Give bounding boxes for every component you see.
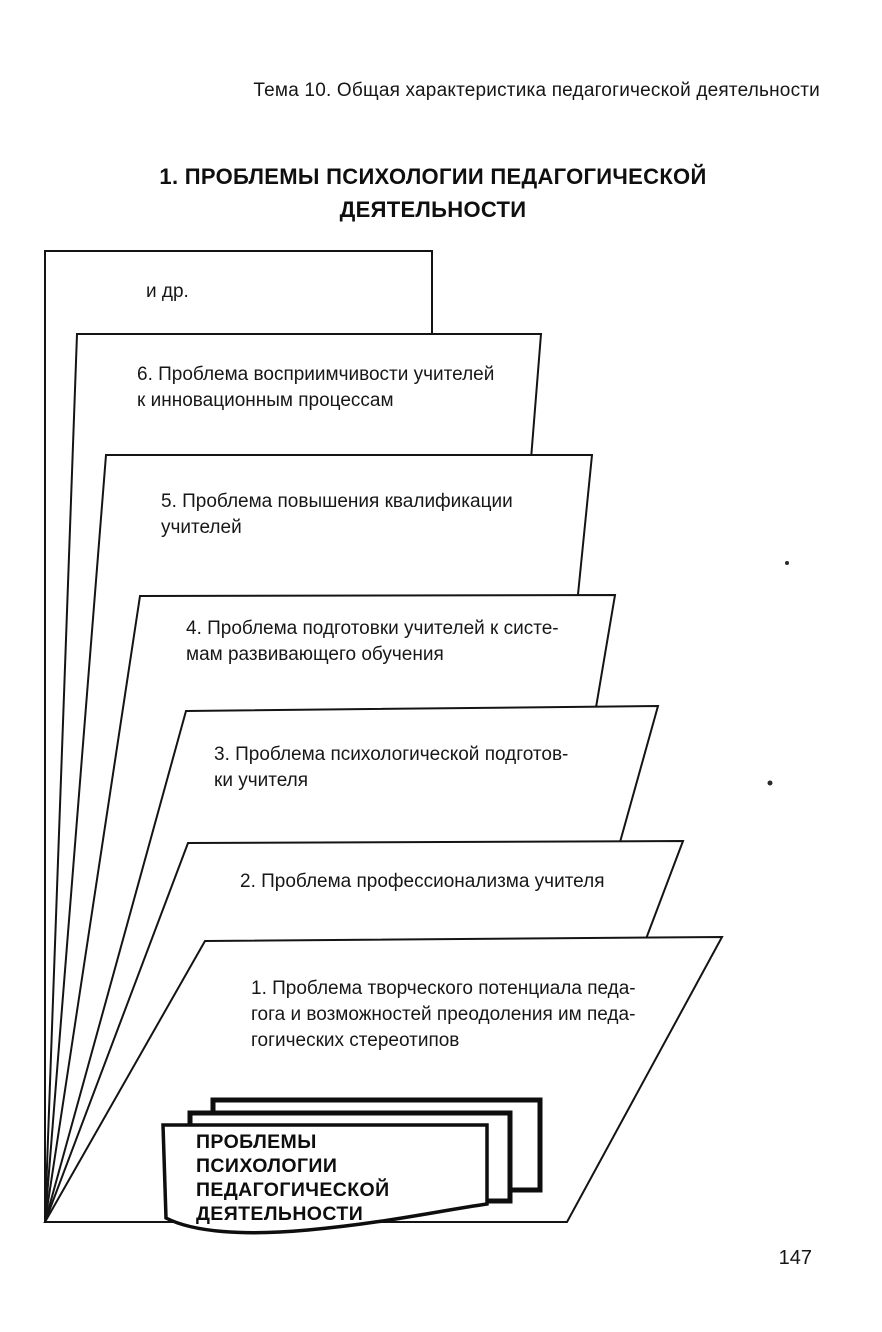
card-label-problem-1	[251, 976, 636, 1054]
card-label-line: 5. Проблема повышения квалификации	[161, 491, 513, 512]
card-label-line: учителей	[161, 517, 242, 538]
figure-title-line-1: 1. ПРОБЛЕМЫ ПСИХОЛОГИИ ПЕДАГОГИЧЕСКОЙ	[159, 164, 707, 189]
figure-title-line-2: ДЕЯТЕЛЬНОСТИ	[339, 197, 527, 222]
stack-label-line: ДЕЯТЕЛЬНОСТИ	[196, 1203, 364, 1225]
card-label-problem-5	[161, 489, 513, 541]
card-label-line: 6. Проблема восприимчивости учителей	[137, 364, 495, 385]
card-label-line: 1. Проблема творческого потенциала педа-	[251, 978, 636, 999]
stack-label	[196, 1130, 390, 1226]
card-label-etc	[146, 279, 189, 305]
card-label-line: и др.	[146, 281, 189, 302]
stack-label-line: ПЕДАГОГИЧЕСКОЙ	[196, 1179, 390, 1201]
ink-speck-bottom	[768, 781, 773, 786]
card-label-line: гога и возможностей преодоления им педа-	[251, 1004, 636, 1025]
ink-speck-top	[785, 561, 789, 565]
card-label-problem-3	[214, 742, 568, 794]
card-label-line: мам развивающего обучения	[186, 644, 444, 665]
card-label-problem-4	[186, 616, 559, 668]
card-label-line: ки учителя	[214, 770, 309, 791]
stack-label-line: ПРОБЛЕМЫ	[196, 1131, 317, 1153]
stack-label-line: ПСИХОЛОГИИ	[196, 1155, 338, 1177]
card-label-problem-6	[137, 362, 494, 414]
card-label-problem-2	[240, 869, 605, 895]
card-label-line: 2. Проблема профессионализма учителя	[240, 871, 605, 892]
card-label-line: 4. Проблема подготовки учителей к систе-	[186, 618, 559, 639]
running-header: Тема 10. Общая характеристика педагогической деятельности	[253, 80, 820, 101]
page-number: 147	[778, 1247, 812, 1269]
card-label-line: 3. Проблема психологической подготов-	[214, 744, 569, 765]
card-label-line: к инновационным процессам	[137, 390, 394, 411]
card-label-line: гогических стереотипов	[251, 1030, 460, 1051]
